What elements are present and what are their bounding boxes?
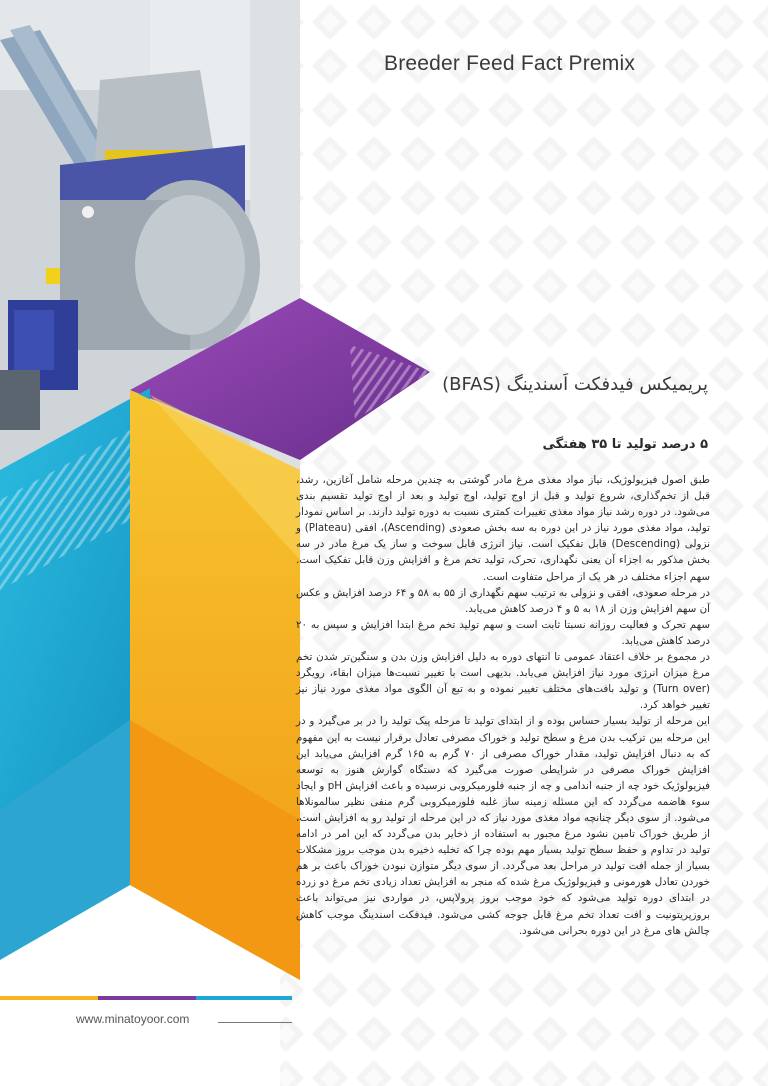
footer-color-stripe: [0, 996, 292, 1000]
article-body: [296, 472, 710, 939]
paragraph: در مرحله صعودی، افقی و نزولی به ترتیب سهم نگهداری از ۵۵ به ۵۸ و ۶۴ درصد افزایش و عکس آن سهم افزایش وزن از ۱۸ به ۵ و ۴ درصد کاهش می‌یابد.: [296, 586, 710, 615]
paragraph: این مرحله از تولید بسیار حساس بوده و از ابتدای تولید تا مرحله پیک تولید را در بر می‌گیرد و در این مرحله بین ترکیب بدن مرغ و سطح تولید و خوراک مصرفی تعادل برقرار نیست به این مفهوم که به دنبال افزایش تولید، مقدار خوراک مصرفی از ۷۰ گرم به ۱۶۵ گرم افزایش می‌یابد این افزایش خوراک مصرفی در شرایطی صورت می‌گیرد که دستگاه گوارش هنوز به توسعه فیزیولوژیک خود چه از جنبه اندامی و چه از جنبه فلورمیکروبی نرسیده و باعث افزایش pH و ایجاد سوء هاضمه می‌گردد که این مسئله زمینه ساز غلبه فلورمیکروبی گرم منفی نظیر سالمونلاها می‌شود. از سوی دیگر چنانچه مواد مغذی مورد نیاز که در این مرحله از تولید رو به افزایش است، از طریق خوراک تامین نشود مرغ مجبور به استفاده از ذخایر بدن می‌گردد که این امر در ادامه تولید در تداوم و حفظ سطح تولید بسیار مهم بوده چرا که تخلیه ذخیره بدن موجب بروز مشکلات بسیار از جمله افت تولید در مراحل بعد می‌گردد. از سوی دیگر متوازن نبودن خوراک باعث بر هم خوردن تعادل هورمونی و فیزیولوژیک مرغ شده که منجر به افزایش تعداد زیادی تخم مرغ دو زرده در ابتدای دوره تولید می‌شود که خود موجب بروز پرولاپس، در مواردی نیز می‌تواند باعث بروزپریتونیت و افت تعداد تخم مرغ قابل جوجه کشی می‌شود. فیدفکت اسندینگ موجب کاهش چالش های مرغ در این دوره بحرانی می‌شود.: [296, 715, 710, 937]
website-link[interactable]: www.minatoyoor.com: [76, 1012, 190, 1026]
persian-title: پریمیکس فیدفکت اَسندینگ (BFAS): [442, 374, 708, 395]
paragraph: در مجموع بر خلاف اعتقاد عمومی تا انتهای دوره به دلیل افزایش وزن بدن و سنگین‌تر شدن تخم مرغ میزان انرژی مورد نیاز افزایش می‌یابد. بدیهی است با تغییر نسبت‌ها میزان ابقاء، رویگرد (Turn over) و تولید بافت‌های مختلف تغییر نموده و به تبع آن الگوی مواد مغذی مورد نیاز نیز تغییر خواهد کرد.: [296, 651, 710, 712]
english-title: Breeder Feed Fact Premix: [384, 52, 636, 75]
paragraph: طبق اصول فیزیولوژیک، نیاز مواد مغذی مرغ مادر گوشتی به چندین مرحله شامل آغازین، رشد، قبل از تخم‌گذاری، شروع تولید و قبل از اوج تولید، اوج تولید و بعد از اوج تولید تقسیم بندی می‌شود. در دوره رشد نیاز مواد مغذی تغییرات کمتری نسبت به دوره تولید دارند. بر اساس نمودار تولید، مواد مغذی مورد نیاز در این دوره به سه بخش صعودی (Ascending)، افقی (Plateau) و نزولی (Descending) قابل تفکیک است. نیاز انرژی قابل سوخت و ساز یک مرغ مادر در سه بخش مذکور به اجزاء آن یعنی نگهداری، تحرک، تولید تخم مرغ و افزایش وزن قابل تفکیک است. سهم اجزاء مختلف در هر یک از مراحل متفاوت است.: [296, 474, 711, 583]
footer-divider: [218, 1022, 292, 1023]
section-heading: ۵ درصد تولید تا ۳۵ هفتگی: [542, 437, 708, 452]
paragraph: سهم تحرک و فعالیت روزانه نسبتا ثابت است و سهم تولید تخم مرغ ابتدا افزایش و سپس به ۲۰ درصد کاهش می‌یابد.: [296, 618, 710, 647]
